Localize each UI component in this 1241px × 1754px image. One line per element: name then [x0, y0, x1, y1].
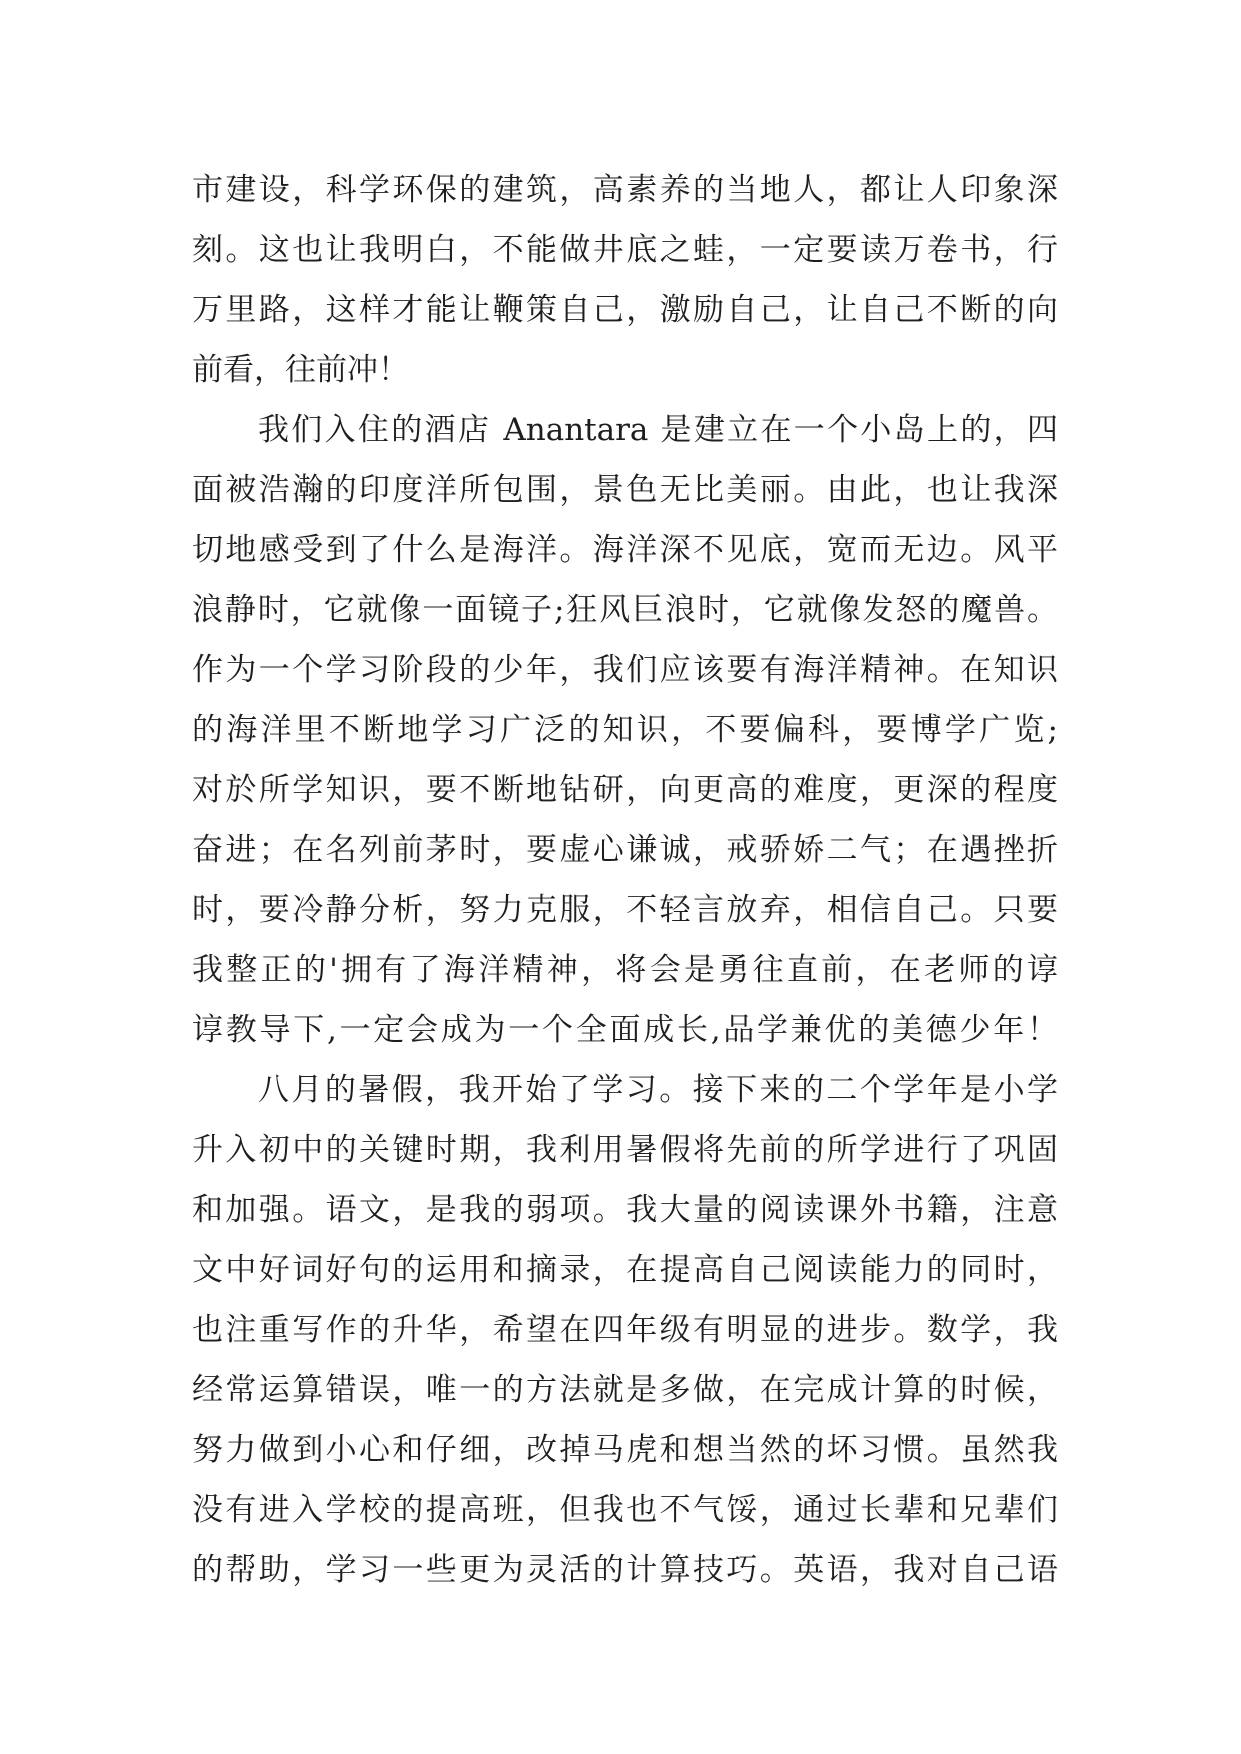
text-line: 文中好词好句的运用和摘录，在提高自己阅读能力的同时，: [192, 1252, 1058, 1288]
text-line: 的海洋里不断地学习广泛的知识，不要偏科，要博学广览;: [192, 712, 1058, 748]
text-line: 谆教导下,一定会成为一个全面成长,品学兼优的美德少年！: [192, 1012, 1058, 1048]
paragraph-summer-study: [192, 1060, 1058, 1600]
paragraph-continued: [192, 160, 1058, 400]
text-line: 万里路，这样才能让鞭策自己，激励自己，让自己不断的向: [192, 292, 1058, 328]
text-line: 市建设，科学环保的建筑，高素养的当地人，都让人印象深: [192, 172, 1058, 208]
text-line: 对於所学知识，要不断地钻研，向更高的难度，更深的程度: [192, 772, 1058, 808]
text-line: 时，要冷静分析，努力克服，不轻言放弃，相信自己。只要: [192, 892, 1058, 928]
text-line: 升入初中的关键时期，我利用暑假将先前的所学进行了巩固: [192, 1132, 1058, 1168]
text-line: 没有进入学校的提高班，但我也不气馁，通过长辈和兄辈们: [192, 1492, 1058, 1528]
text-line: 的帮助，学习一些更为灵活的计算技巧。英语，我对自己语: [192, 1552, 1058, 1588]
text-line: 和加强。语文，是我的弱项。我大量的阅读课外书籍，注意: [192, 1192, 1058, 1228]
text-line: 浪静时，它就像一面镜子;狂风巨浪时，它就像发怒的魔兽。: [192, 592, 1058, 628]
text-line: 刻。这也让我明白，不能做井底之蛙，一定要读万卷书，行: [192, 232, 1058, 268]
text-line: 面被浩瀚的印度洋所包围，景色无比美丽。由此，也让我深: [192, 472, 1058, 508]
text-line: 努力做到小心和仔细，改掉马虎和想当然的坏习惯。虽然我: [192, 1432, 1058, 1468]
text-line: 我们入住的酒店 Anantara 是建立在一个小岛上的，四: [258, 412, 1058, 448]
text-line: 也注重写作的升华，希望在四年级有明显的进步。数学，我: [192, 1312, 1058, 1348]
text-line: 我整正的'拥有了海洋精神，将会是勇往直前，在老师的谆: [192, 952, 1058, 988]
text-line: 八月的暑假，我开始了学习。接下来的二个学年是小学: [258, 1072, 1058, 1108]
text-line: 前看，往前冲！: [192, 352, 409, 388]
text-line: 作为一个学习阶段的少年，我们应该要有海洋精神。在知识: [192, 652, 1058, 688]
body-text: [192, 160, 1058, 1600]
text-line: 切地感受到了什么是海洋。海洋深不见底，宽而无边。风平: [192, 532, 1058, 568]
text-line: 奋进；在名列前茅时，要虚心谦诚，戒骄娇二气；在遇挫折: [192, 832, 1058, 868]
text-line: 经常运算错误，唯一的方法就是多做，在完成计算的时候，: [192, 1372, 1058, 1408]
paragraph-hotel: [192, 400, 1058, 1060]
